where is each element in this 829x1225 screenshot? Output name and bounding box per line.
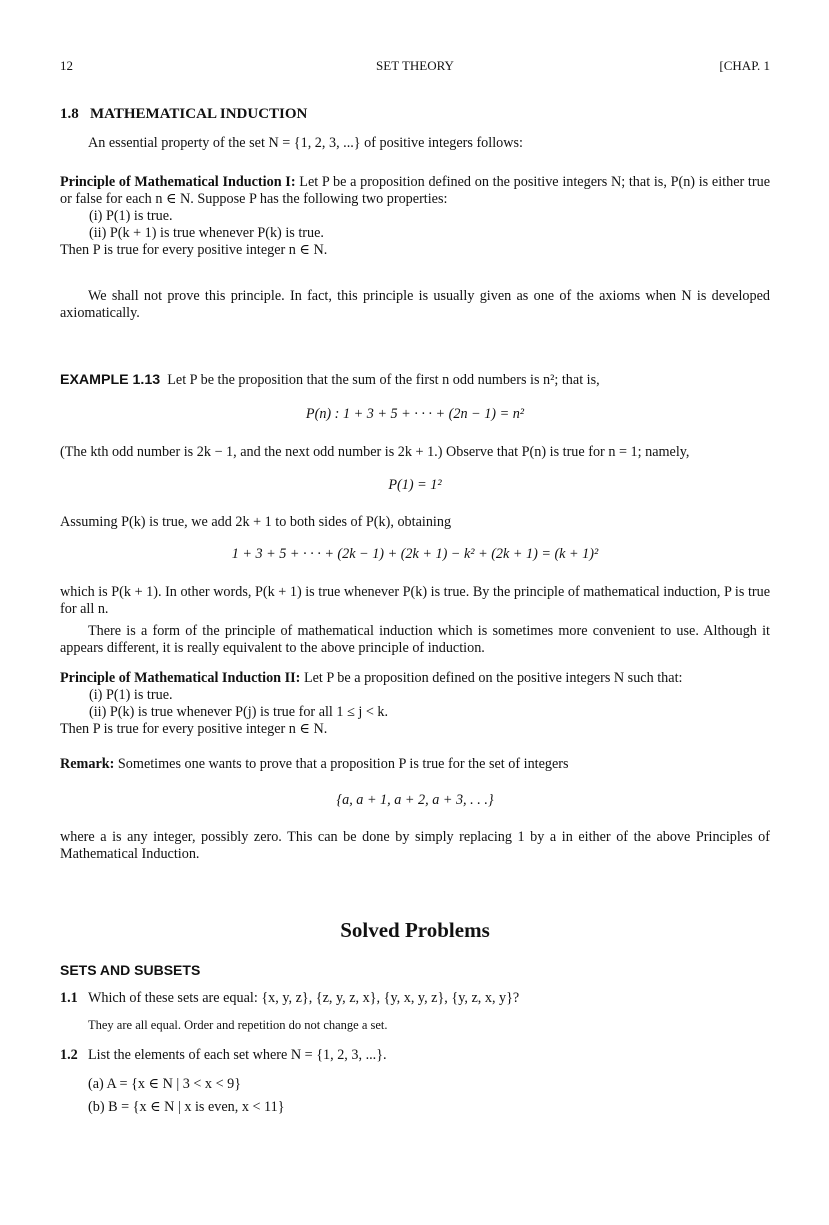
problem-number: 1.1: [60, 990, 78, 1006]
problem-answer: They are all equal. Order and repetition do not change a set.: [88, 1018, 388, 1032]
not-prove-paragraph: We shall not prove this principle. In fact, this principle is usually given as one of the axioms when N is developed axiomatically.: [60, 288, 770, 321]
principle-1-text: Let P be a proposition defined on the positive integers N; that is, P(n) is either true or false for each n ∈ N. Suppose P has the following two properties:: [60, 174, 770, 207]
principle-1-item: (i) P(1) is true.: [89, 208, 173, 224]
problem-text: Which of these sets are equal: {x, y, z}, {z, y, z, x}, {y, x, y, z}, {y, z, x, y}?: [88, 990, 520, 1006]
solved-problems-title: Solved Problems: [340, 918, 490, 942]
equation-p1: P(1) = 1²: [388, 477, 442, 493]
intro-paragraph: An essential property of the set N = {1, 2, 3, ...} of positive integers follows:: [88, 135, 523, 151]
remark-text-2: where a is any integer, possibly zero. This can be done by simply replacing 1 by a in either of the above Principles of Mathematical Induction.: [60, 829, 770, 862]
principle-2-text: Let P be a proposition defined on the positive integers N such that:: [303, 670, 683, 686]
remark-heading: Remark:: [60, 756, 115, 772]
form-paragraph: There is a form of the principle of mathematical induction which is sometimes more convenient to use. Although it appears different, it is really equivalent to the above principle of induction.: [60, 623, 770, 656]
example-text-4: which is P(k + 1). In other words, P(k + 1) is true whenever P(k) is true. By the principle of mathematical induction, P is true for all n.: [60, 584, 770, 617]
principle-1: [60, 174, 770, 259]
principle-2-conclusion: Then P is true for every positive integer n ∈ N.: [60, 721, 328, 737]
section-number: 1.8: [60, 106, 79, 122]
problem-number: 1.2: [60, 1047, 78, 1063]
example-text-2: (The kth odd number is 2k − 1, and the next odd number is 2k + 1.) Observe that P(n) is true for n = 1; namely,: [60, 444, 690, 460]
subsection-heading: SETS AND SUBSETS: [60, 962, 201, 978]
section-title: MATHEMATICAL INDUCTION: [90, 106, 308, 122]
principle-2: [60, 670, 770, 738]
problem-1-1: [60, 990, 770, 1034]
running-title: SET THEORY: [376, 58, 454, 73]
principle-1-heading: Principle of Mathematical Induction I:: [60, 174, 296, 190]
remark: [60, 756, 770, 773]
problem-part: (a) A = {x ∈ N | 3 < x < 9}: [88, 1076, 242, 1092]
principle-1-conclusion: Then P is true for every positive integer n ∈ N.: [60, 242, 328, 258]
remark-text: Sometimes one wants to prove that a proposition P is true for the set of integers: [117, 756, 569, 772]
problem-part: (b) B = {x ∈ N | x is even, x < 11}: [88, 1099, 285, 1115]
example-text: Let P be the proposition that the sum of the first n odd numbers is n²; that is,: [167, 372, 600, 388]
page-number: 12: [60, 58, 73, 73]
section-heading: [60, 106, 770, 123]
principle-2-item: (ii) P(k) is true whenever P(j) is true for all 1 ≤ j < k.: [89, 704, 389, 720]
example-intro: [60, 372, 770, 389]
principle-1-item: (ii) P(k + 1) is true whenever P(k) is true.: [89, 225, 324, 241]
problem-text: List the elements of each set where N = {1, 2, 3, ...}.: [88, 1047, 387, 1063]
principle-2-heading: Principle of Mathematical Induction II:: [60, 670, 301, 686]
problem-1-2: [60, 1047, 770, 1116]
equation-pn: P(n) : 1 + 3 + 5 + · · · + (2n − 1) = n²: [305, 406, 525, 422]
example-text-3: Assuming P(k) is true, we add 2k + 1 to both sides of P(k), obtaining: [60, 514, 452, 530]
example-label: EXAMPLE 1.13: [60, 372, 161, 388]
principle-2-item: (i) P(1) is true.: [89, 687, 173, 703]
equation-induction-step: 1 + 3 + 5 + · · · + (2k − 1) + (2k + 1) − k² + (2k + 1) = (k + 1)²: [231, 546, 599, 562]
running-header: [60, 57, 770, 75]
chapter-label: [CHAP. 1: [719, 58, 770, 73]
equation-integer-set: {a, a + 1, a + 2, a + 3, . . .}: [336, 792, 494, 808]
